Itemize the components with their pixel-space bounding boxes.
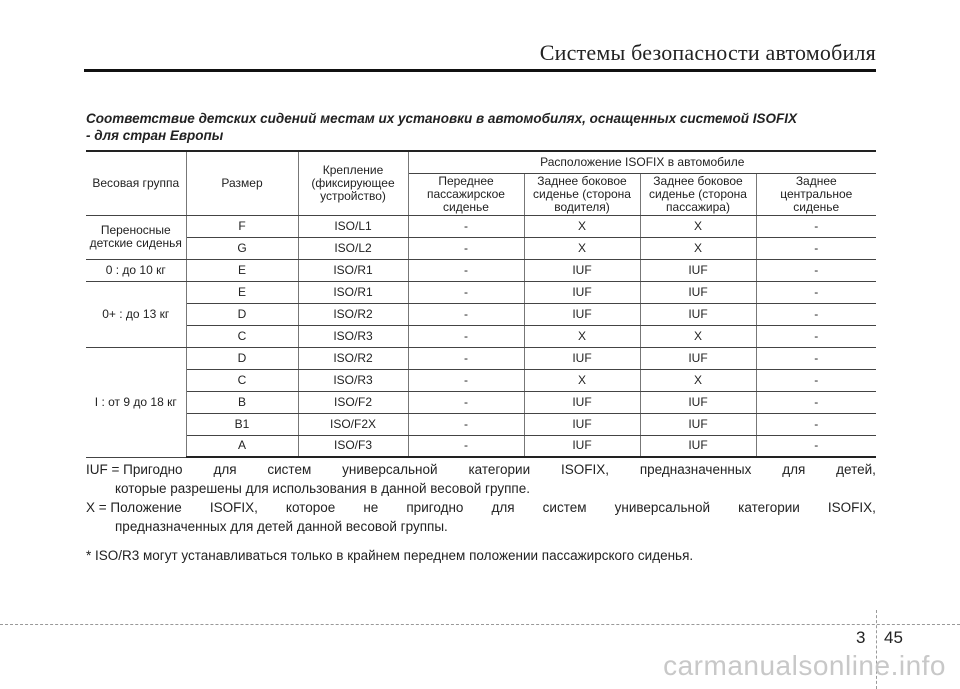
header-size: Размер — [186, 151, 298, 215]
rear-center-cell: - — [756, 237, 876, 259]
fixture-cell: ISO/F3 — [298, 435, 408, 457]
rear-center-cell: - — [756, 303, 876, 325]
size-cell: A — [186, 435, 298, 457]
note-word: категории — [468, 462, 531, 477]
note-word: систем — [542, 500, 587, 515]
rear-center-cell: - — [756, 325, 876, 347]
front-cell: - — [408, 215, 524, 237]
rear-passenger-cell: IUF — [640, 303, 756, 325]
front-cell: - — [408, 259, 524, 281]
note-word: ISOFIX, — [209, 500, 258, 515]
front-cell: - — [408, 369, 524, 391]
header-rear-passenger-side: Заднее боковое сиденье (сторона пассажира) — [640, 173, 756, 215]
header-rear-center: Заднее центральное сиденье — [756, 173, 876, 215]
note-word: универсальной — [614, 500, 711, 515]
rear-center-cell: - — [756, 347, 876, 369]
rear-driver-cell: X — [524, 215, 640, 237]
size-cell: D — [186, 347, 298, 369]
note-word: категории — [738, 500, 800, 515]
front-cell: - — [408, 347, 524, 369]
note-word: не — [363, 500, 379, 515]
size-cell: E — [186, 259, 298, 281]
rear-driver-cell: IUF — [524, 391, 640, 413]
rear-driver-cell: X — [524, 325, 640, 347]
weight-group-cell: 0 : до 10 кг — [86, 259, 186, 281]
rear-driver-cell: X — [524, 237, 640, 259]
section-title-line2: - для стран Европы — [86, 128, 224, 143]
size-cell: C — [186, 325, 298, 347]
note-word: пригодно — [406, 500, 464, 515]
header-fixture: Крепление (фиксирующее устройство) — [298, 151, 408, 215]
note-word: ISOFIX, — [560, 462, 609, 477]
isofix-compatibility-table — [86, 150, 876, 458]
front-cell: - — [408, 325, 524, 347]
fixture-cell: ISO/L1 — [298, 215, 408, 237]
rear-center-cell: - — [756, 413, 876, 435]
header-weight-group: Весовая группа — [86, 151, 186, 215]
size-cell: G — [186, 237, 298, 259]
weight-group-cell: 0+ : до 13 кг — [86, 281, 186, 347]
note-word: которое — [285, 500, 336, 515]
weight-group-cell: Переносные детские сиденья — [86, 215, 186, 259]
note-word: систем — [267, 462, 312, 477]
rear-driver-cell: IUF — [524, 347, 640, 369]
size-cell: E — [186, 281, 298, 303]
chapter-title: Системы безопасности автомобиля — [539, 40, 876, 65]
rear-driver-cell: IUF — [524, 303, 640, 325]
rear-driver-cell: IUF — [524, 281, 640, 303]
fixture-cell: ISO/F2X — [298, 413, 408, 435]
fixture-cell: ISO/R2 — [298, 347, 408, 369]
rear-passenger-cell: IUF — [640, 435, 756, 457]
front-cell: - — [408, 303, 524, 325]
section-title-line1: Соответствие детских сидений местам их установки в автомобилях, оснащенных системой ISOFIX — [86, 111, 797, 126]
rear-center-cell: - — [756, 281, 876, 303]
size-cell: B1 — [186, 413, 298, 435]
note-iuf — [86, 460, 876, 479]
rear-center-cell: - — [756, 391, 876, 413]
fixture-cell: ISO/R1 — [298, 259, 408, 281]
size-cell: F — [186, 215, 298, 237]
fixture-cell: ISO/R1 — [298, 281, 408, 303]
front-cell: - — [408, 281, 524, 303]
note-word: IUF = Пригодно — [86, 462, 183, 477]
fixture-cell: ISO/F2 — [298, 391, 408, 413]
front-cell: - — [408, 237, 524, 259]
note-word: детей, — [836, 462, 876, 477]
fixture-cell: ISO/R2 — [298, 303, 408, 325]
rear-center-cell: - — [756, 435, 876, 457]
size-cell: D — [186, 303, 298, 325]
rear-passenger-cell: IUF — [640, 259, 756, 281]
front-cell: - — [408, 413, 524, 435]
note-x-continuation: предназначенных для детей данной весовой группы. — [115, 519, 448, 534]
header-rule — [84, 69, 876, 72]
note-word: ISOFIX, — [827, 500, 876, 515]
size-cell: B — [186, 391, 298, 413]
note-word: для — [213, 462, 237, 477]
rear-driver-cell: IUF — [524, 413, 640, 435]
rear-driver-cell: X — [524, 369, 640, 391]
fixture-cell: ISO/L2 — [298, 237, 408, 259]
fixture-cell: ISO/R3 — [298, 325, 408, 347]
size-cell: C — [186, 369, 298, 391]
rear-passenger-cell: X — [640, 237, 756, 259]
header-isofix-positions: Расположение ISOFIX в автомобиле — [408, 151, 876, 173]
note-word: предназначенных — [639, 462, 752, 477]
section-title — [86, 110, 886, 144]
header-rear-driver-side: Заднее боковое сиденье (сторона водителя) — [524, 173, 640, 215]
rear-driver-cell: IUF — [524, 435, 640, 457]
rear-passenger-cell: X — [640, 215, 756, 237]
note-x — [86, 498, 876, 517]
page-number: 45 — [884, 628, 903, 647]
fixture-cell: ISO/R3 — [298, 369, 408, 391]
rear-center-cell: - — [756, 259, 876, 281]
chapter-number: 3 — [856, 628, 866, 647]
weight-group-cell: I : от 9 до 18 кг — [86, 347, 186, 457]
note-word: X = Положение — [86, 500, 182, 515]
rear-center-cell: - — [756, 215, 876, 237]
rear-passenger-cell: IUF — [640, 347, 756, 369]
front-cell: - — [408, 391, 524, 413]
rear-passenger-cell: X — [640, 369, 756, 391]
rear-passenger-cell: IUF — [640, 281, 756, 303]
rear-driver-cell: IUF — [524, 259, 640, 281]
note-word: универсальной — [342, 462, 438, 477]
header-front-passenger: Переднее пассажирское сиденье — [408, 173, 524, 215]
rear-passenger-cell: IUF — [640, 391, 756, 413]
rear-center-cell: - — [756, 369, 876, 391]
rear-passenger-cell: X — [640, 325, 756, 347]
note-word: для — [491, 500, 515, 515]
note-iuf-continuation: которые разрешены для использования в данной весовой группе. — [115, 481, 530, 496]
front-cell: - — [408, 435, 524, 457]
note-spacer — [86, 536, 876, 546]
note-iso-r3: * ISO/R3 могут устанавливаться только в крайнем переднем положении пассажирского сиденья. — [86, 548, 694, 563]
rear-passenger-cell: IUF — [640, 413, 756, 435]
footer-dashed-rule — [0, 624, 960, 625]
note-word: для — [782, 462, 806, 477]
watermark: carmanualsonline.info — [663, 650, 946, 681]
table-notes — [86, 460, 876, 565]
